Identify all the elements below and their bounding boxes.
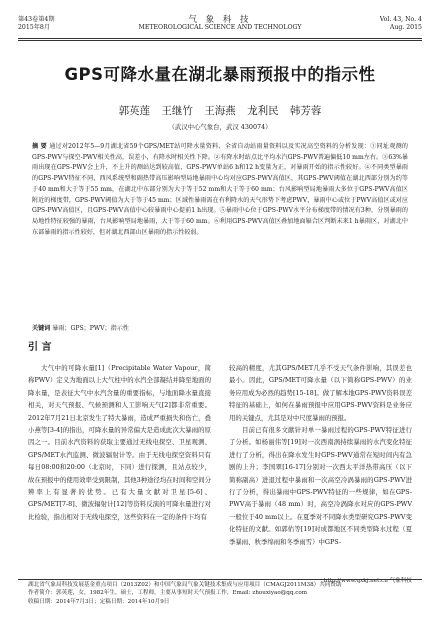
footnote-author: 作者简介：郭英莲，女，1982年生，硕士，工程师，主要从事短时天气预报工作，Email: zhouxiyao@qq.com (28, 590, 308, 597)
header-rule-bottom (18, 40, 422, 41)
footnote-dates: 收稿日期：2014年7月3日；定稿日期：2014年10月9日 (28, 598, 170, 605)
abstract-text: 通过对2012年5—9月湖北省59个GPS/MET站可降水量资料、全省自动站雨量资料以及实况高空资料的分析发现：①同址观测的GPS-PWV与探空-PWV相关性高，误差小，有降水时相关性下降。②有降水时站点比平均水汽GPS-PWV普遍偏低10 mm左右。③63%暴雨出现在GPS-PWV会上升，不上升的测站达到较高值，GPS-PWV单站6 h和12 h变量为正，对暴雨开始的指示性较好。④不同类型暴雨的GPS-PWV特征不同，西风系统型和副热带高压影响型局地暴雨中心均对应GPS-PWV高值区，其GPS-PWV阈值在湖北西部分别为约等于40 mm和大于等于55 mm，在湖北中东部分别为大于等于52 mm和大于等于60 mm；台风影响型局地暴雨大多位于GPS-PWV高值区附近的梯度带，GPS-PWV阈值为大于等于45 mm；区域性暴雨需在有利降水的天气形势下考虑PWV，暴雨中心或位于PWV高值区或对应GPS-PWV高值区，且GPS-PWV高值中心较暴雨中心提前1 h出现。⑤暴雨中心位于GPS-PWV水平分布梯度带的情况有3种，分别暴雨的局地性特征较强的暴雨，台风影响型局地暴雨，大于等于60 mm。⑥利用GPS-PWV高值区叠加地面辐合区判断未来1 h暴雨区，对湖北中东部暴雨的指示性较好，但对湖北西部山区暴雨的指示性较弱。 (32, 143, 408, 236)
keywords-label: 关键词 (32, 325, 51, 332)
body-column-right (229, 362, 412, 548)
abstract-label: 摘 要 (32, 143, 48, 150)
section-heading-intro: 引 言 (28, 342, 52, 353)
header-journal (18, 16, 422, 32)
header-date-en: Aug. 2015 (389, 24, 422, 31)
header-rule-top (18, 38, 422, 39)
footnote-funding: 湖北省气象局科技发展基金重点项目（2013Z02）和中国气象局气象关键技术集成与应用项目（CMAGJ2011M38）共同资助 (28, 582, 342, 588)
author-list: 郭英莲 王继竹 王海燕 龙利民 韩芳蓉 (118, 105, 322, 117)
body-column-left: 大气中的可降水量[1]（Precipitable Water Vapour，简称PWV）定义为地面以上大气柱中的水汽全部凝结并降至地面的降水量，是表征大气中水汽含量的重要指标，与地面降水量直接相关，对天气预报、气候预测和人工影响天气[2]都非常重要。2012年7月21日北京发生了特大暴雨，造成严重损失和伤亡，叠小燕等[3-4]的指出，可降水量的异常偏大是造成此次大暴雨的原因之一。目前水汽资料的获取主要通过无线电探空、卫星观测、GPS/MET水汽监测、微波辐射计等。由于无线电探空资料只有每日08:00和20:00（北京时，下同）进行探测，且站点较少，故在预报中的使用效率受到限制，其他3种途径均在时间和空间分辨率上有显著的优势。已有大量文献对卫星[5-6]、GPS/MET[7-8]、微波辐射计[12]等资料反演的可降水量进行对比检验，指出相对于无线电探空，这些资料在一定的条件下均有 (28, 364, 212, 521)
keywords-text: 暴雨；GPS；PWV；指示性 (52, 325, 129, 332)
header-volume-cn: 第43卷第4期 (18, 16, 55, 23)
journal-name-cn: 气 象 科 技 (188, 15, 252, 25)
journal-name-en: METEOROLOGICAL SCIENCE AND TECHNOLOGY (138, 24, 302, 31)
paper-title: GPS可降水量在湖北暴雨预报中的指示性 (64, 65, 376, 84)
keywords (32, 324, 408, 334)
paragraph: 较高的精度，尤其GPS/MET几乎不受天气条件影响，其误差也最小。因此，GPS/MET可降水量（以下简称GPS-PWV）的业务应用成为必然的趋势[15-18]。做了解本地GPS-PWV资料误差特征的基础上，如何在暴雨预报中应用GPS-PWV资料是业务应用的关键点，尤其是对中尺度暴雨的预报。 (229, 364, 412, 422)
affiliation: （武汉中心气象台，武汉 430074） (168, 123, 272, 131)
paragraph: 目前已有很多文献针对单一暴雨过程的GPS-PWV特征进行了分析。如杨丽伟等[19]对一次西南涡持续暴雨的水汽变化特征进行了分析，得出在降水发生时GPS-PWV通常在短时间内有急剧的上升；李国翠[16-17]分别对一次西太平洋热带高压（以下简称副高）进退过程中暴雨和一次高空冷涡暴雨的GPS-PWV进行了分析，得出暴雨中GPS-PWV特征的一些规律，如在GPS-PWV高于暴雨（48 mm）时，高空冷涡降水对应的GPS-PWV一般位于40 mm以上。在夏季对不同降水类型研究GPS-PWV变化特征的文献。如郭佑等[19]对成都地区不同类型降水过程（夏季暴雨、秋季绵雨和冬季雨雪）中GPS- (229, 426, 412, 546)
footnotes (28, 581, 412, 606)
footnote-rule (18, 579, 422, 580)
journal-url: http://www.qxkj.net.cn 气象科技 (323, 578, 412, 584)
header-date-cn: 2015年8月 (18, 24, 51, 31)
header-volume-en: Vol. 43, No. 4 (379, 16, 422, 23)
header-volume (380, 16, 422, 32)
running-header (18, 16, 422, 36)
abstract (32, 142, 408, 238)
